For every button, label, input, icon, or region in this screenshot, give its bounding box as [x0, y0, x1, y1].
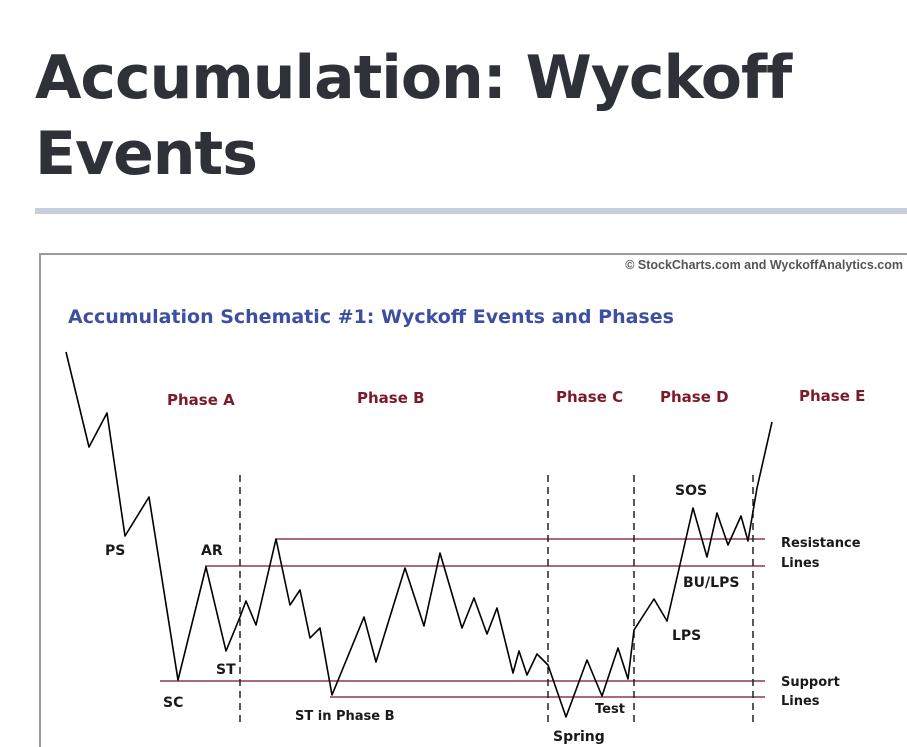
phase-e-label: Phase E	[799, 387, 866, 405]
phase-a-label: Phase A	[167, 391, 235, 409]
event-test-label: Test	[595, 702, 625, 717]
support-label-line2: Lines	[781, 694, 820, 709]
phase-c-label: Phase C	[556, 388, 624, 406]
phase-d-label: Phase D	[660, 388, 729, 406]
event-st-label: ST	[216, 662, 236, 678]
copyright-text: © StockCharts.com and WyckoffAnalytics.com	[625, 258, 903, 272]
event-ps-label: PS	[105, 543, 126, 559]
event-ar-label: AR	[201, 543, 223, 559]
event-st-phase-b-label: ST in Phase B	[295, 709, 395, 724]
event-lps-label: LPS	[672, 628, 702, 644]
schematic-title: Accumulation Schematic #1: Wyckoff Events and Phases	[68, 306, 674, 328]
event-bu-lps-label: BU/LPS	[683, 575, 740, 591]
event-sc-label: SC	[163, 695, 184, 711]
phase-b-label: Phase B	[357, 389, 425, 407]
event-spring-label: Spring	[553, 729, 605, 745]
page-title: Accumulation: Wyckoff Events	[35, 43, 792, 189]
event-sos-label: SOS	[675, 483, 708, 499]
resistance-label-line2: Lines	[781, 556, 820, 571]
resistance-label-line1: Resistance	[781, 536, 861, 551]
support-label-line1: Support	[781, 675, 840, 690]
